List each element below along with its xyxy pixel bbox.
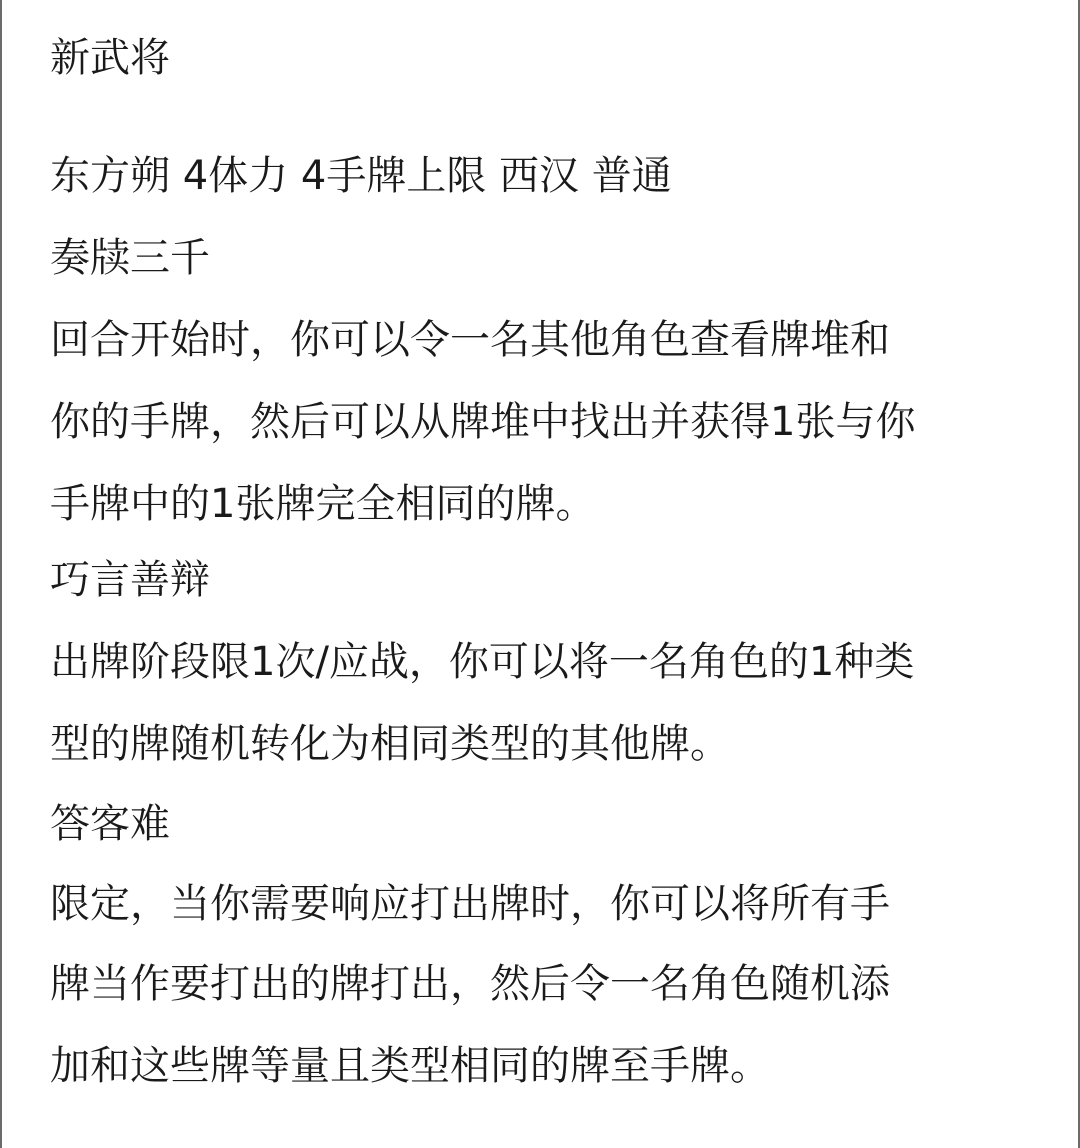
skill-description-line: 牌当作要打出的牌打出，然后令一名角色随机添 (50, 961, 890, 1007)
skill-name: 奏牍三千 (50, 235, 210, 281)
skill-description-line: 加和这些牌等量且类型相同的牌至手牌。 (50, 1043, 770, 1089)
skill-description-line: 你的手牌，然后可以从牌堆中找出并获得1张与你 (50, 399, 916, 445)
skill-description-line: 出牌阶段限1次/应战，你可以将一名角色的1种类 (50, 639, 915, 685)
skill-description-line: 回合开始时，你可以令一名其他角色查看牌堆和 (50, 317, 890, 363)
skill-name: 答客难 (50, 801, 170, 847)
skill-description-line: 型的牌随机转化为相同类型的其他牌。 (50, 721, 730, 767)
skill-description-line: 手牌中的1张牌完全相同的牌。 (50, 481, 596, 527)
skill-description-line: 限定，当你需要响应打出牌时，你可以将所有手 (50, 881, 890, 927)
general-stats-line: 东方朔 4体力 4手牌上限 西汉 普通 (50, 153, 672, 199)
skill-name: 巧言善辩 (50, 557, 210, 603)
page-heading: 新武将 (50, 35, 170, 81)
